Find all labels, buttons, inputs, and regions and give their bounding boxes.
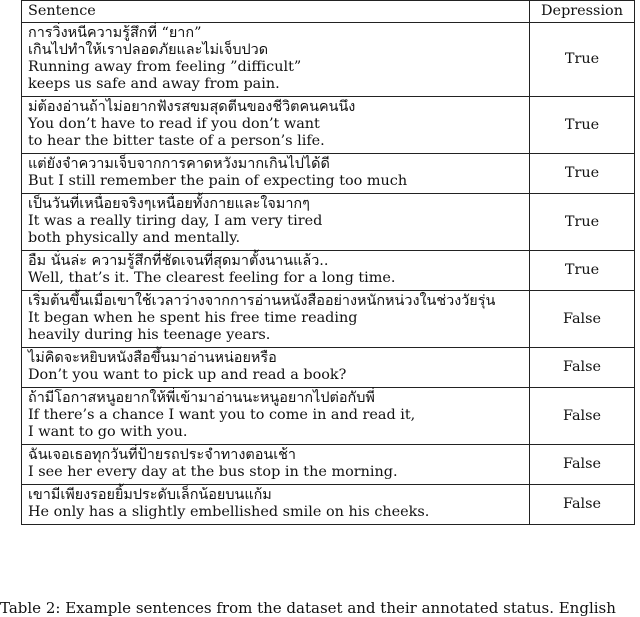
depression-label: True <box>530 23 635 97</box>
english-translation-line: Don’t you want to pick up and read a book? <box>28 367 347 383</box>
english-translation-line: Well, that’s it. The clearest feeling for a long time. <box>28 270 396 286</box>
english-translation-line: It began when he spent his free time reading <box>28 310 358 326</box>
table-row <box>22 445 635 485</box>
sentence-depression-table <box>21 0 635 525</box>
depression-label: True <box>530 154 635 194</box>
depression-label: False <box>530 348 635 388</box>
depression-label: False <box>530 291 635 348</box>
table-row <box>22 97 635 154</box>
table-row <box>22 23 635 97</box>
table-header-row <box>22 1 635 23</box>
thai-sentence: เริ่มต้นขึ้นเมื่อเขาใช้เวลาว่างจากการอ่านหนังสืออย่างหนักหน่วงในช่วงวัยรุ่น <box>28 293 496 309</box>
thai-sentence: เป็นวันที่เหนื่อยจริงๆเหนื่อยทั้งกายและใจมากๆ <box>28 196 310 212</box>
table-row <box>22 154 635 194</box>
english-translation-line: keeps us safe and away from pain. <box>28 76 280 92</box>
english-translation-line: heavily during his teenage years. <box>28 327 271 343</box>
depression-label: False <box>530 485 635 525</box>
depression-label: False <box>530 388 635 445</box>
english-translation-line: I want to go with you. <box>28 424 188 440</box>
thai-sentence: แต่ยังจำความเจ็บจากการคาดหวังมากเกินไปได้ดี <box>28 156 330 172</box>
table-row <box>22 291 635 348</box>
depression-label: True <box>530 97 635 154</box>
depression-label: True <box>530 194 635 251</box>
english-translation-line: But I still remember the pain of expecting too much <box>28 173 408 189</box>
english-translation-line: If there’s a chance I want you to come in and read it, <box>28 407 416 423</box>
sentence-cell <box>22 291 530 348</box>
table-row <box>22 194 635 251</box>
table-row <box>22 251 635 291</box>
table-body <box>22 23 635 525</box>
english-translation-line: both physically and mentally. <box>28 230 241 246</box>
thai-sentence: การวิ่งหนีความรู้สึกที่ “ยาก” <box>28 25 202 41</box>
table-caption: Table 2: Example sentences from the dataset and their annotated status. English <box>0 599 616 617</box>
depression-label: True <box>530 251 635 291</box>
sentence-cell <box>22 194 530 251</box>
table-row <box>22 388 635 445</box>
sentence-cell <box>22 23 530 97</box>
thai-sentence: ไม่คิดจะหยิบหนังสือขึ้นมาอ่านหน่อยหรือ <box>28 350 277 366</box>
depression-label: False <box>530 445 635 485</box>
table-row <box>22 348 635 388</box>
thai-sentence: ม่ต้องอ่านถ้าไม่อยากฟังรสขมสุดตีนของชีวิตคนคนนึง <box>28 99 356 115</box>
thai-sentence: ฉันเจอเธอทุกวันที่ป้ายรถประจำทางตอนเช้า <box>28 447 296 463</box>
header-depression: Depression <box>530 1 635 23</box>
sentence-cell <box>22 445 530 485</box>
sentence-cell <box>22 97 530 154</box>
sentence-cell <box>22 388 530 445</box>
english-translation-line: to hear the bitter taste of a person’s life. <box>28 133 325 149</box>
thai-sentence: อืม นั่นล่ะ ความรู้สึกที่ชัดเจนที่สุดมาตั้งนานแล้ว.. <box>28 253 329 269</box>
english-translation-line: เกินไปทำให้เราปลอดภัยและไม่เจ็บปวด <box>28 42 269 58</box>
english-translation-line: You don’t have to read if you don’t want <box>28 116 320 132</box>
header-sentence: Sentence <box>22 1 530 23</box>
thai-sentence: ถ้ามีโอกาสหนูอยากให้พี่เข้ามาอ่านนะหนูอยากไปต่อกับพี่ <box>28 390 375 406</box>
sentence-cell <box>22 154 530 194</box>
english-translation-line: It was a really tiring day, I am very tired <box>28 213 323 229</box>
sentence-cell <box>22 485 530 525</box>
english-translation-line: Running away from feeling ”difficult” <box>28 59 302 75</box>
sentence-cell <box>22 251 530 291</box>
table-row <box>22 485 635 525</box>
sentence-cell <box>22 348 530 388</box>
thai-sentence: เขามีเพียงรอยยิ้มประดับเล็กน้อยบนแก้ม <box>28 487 272 503</box>
english-translation-line: I see her every day at the bus stop in the morning. <box>28 464 398 480</box>
english-translation-line: He only has a slightly embellished smile on his cheeks. <box>28 504 430 520</box>
